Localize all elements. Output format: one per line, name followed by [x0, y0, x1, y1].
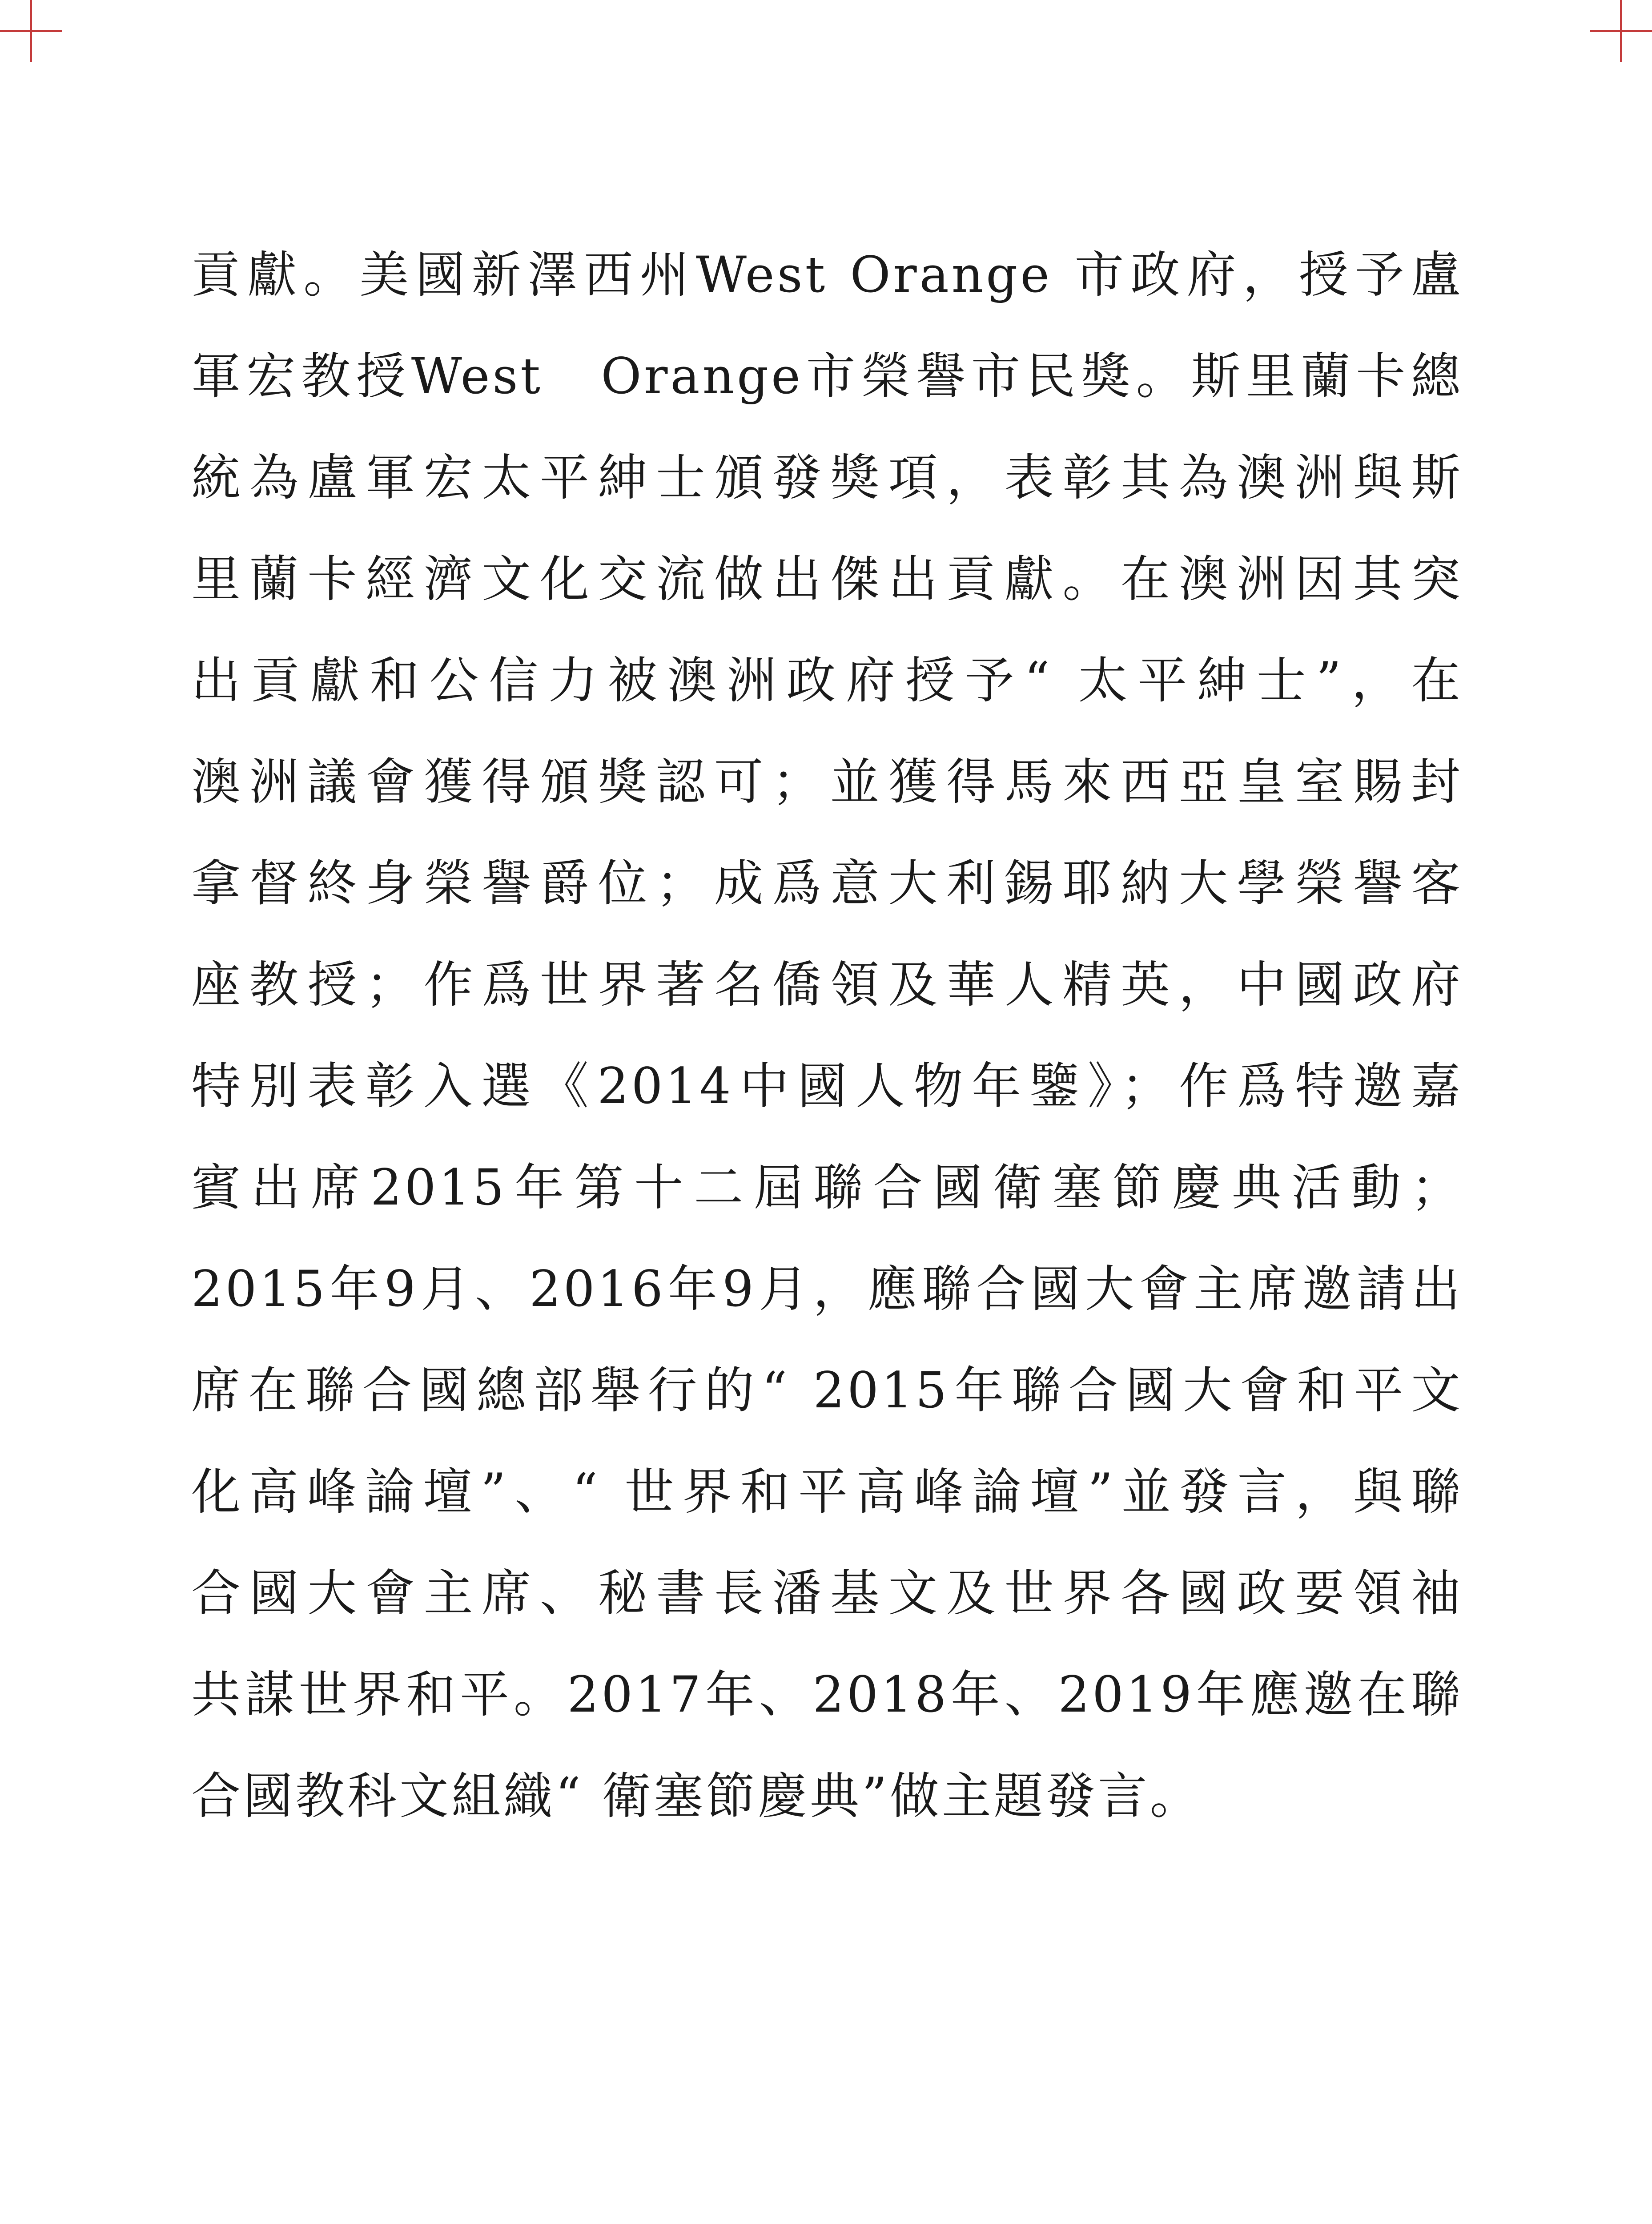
- text-line: 化高峰論壇”、“ 世界和平高峰論壇”並發言，與聯: [191, 1463, 1463, 1521]
- text-line: 特別表彰入選《2014中國人物年鑒》；作爲特邀嘉: [191, 1058, 1463, 1115]
- text-line: 座教授；作爲世界著名僑領及華人精英，中國政府: [191, 956, 1463, 1014]
- text-line: 澳洲議會獲得頒獎認可；並獲得馬來西亞皇室賜封: [191, 753, 1463, 811]
- crop-mark-top-left-vertical: [30, 0, 32, 62]
- text-line: 拿督終身榮譽爵位；成爲意大利錫耶納大學榮譽客: [191, 855, 1463, 912]
- text-line: 統為盧軍宏太平紳士頒發獎項，表彰其為澳洲與斯: [191, 449, 1463, 507]
- text-line: 貢獻。美國新澤西州West Orange 市政府，授予盧: [191, 246, 1463, 304]
- text-line: 合國大會主席、秘書長潘基文及世界各國政要領袖: [191, 1565, 1463, 1622]
- text-line: 席在聯合國總部舉行的“ 2015年聯合國大會和平文: [191, 1362, 1463, 1419]
- text-line: 共謀世界和平。2017年、2018年、2019年應邀在聯: [191, 1666, 1463, 1724]
- crop-mark-top-right-vertical: [1620, 0, 1622, 62]
- text-line: 里蘭卡經濟文化交流做出傑出貢獻。在澳洲因其突: [191, 551, 1463, 608]
- text-line: 軍宏教授West Orange市榮譽市民獎。斯里蘭卡總: [191, 348, 1463, 405]
- text-line: 合國教科文組織“ 衛塞節慶典”做主題發言。: [191, 1768, 1202, 1825]
- text-line: 賓出席2015年第十二屆聯合國衛塞節慶典活動；: [191, 1159, 1463, 1217]
- body-text: [191, 225, 1463, 1847]
- text-line: 2015年9月、2016年9月，應聯合國大會主席邀請出: [191, 1261, 1463, 1318]
- text-line: 出貢獻和公信力被澳洲政府授予“ 太平紳士”，在: [191, 652, 1463, 709]
